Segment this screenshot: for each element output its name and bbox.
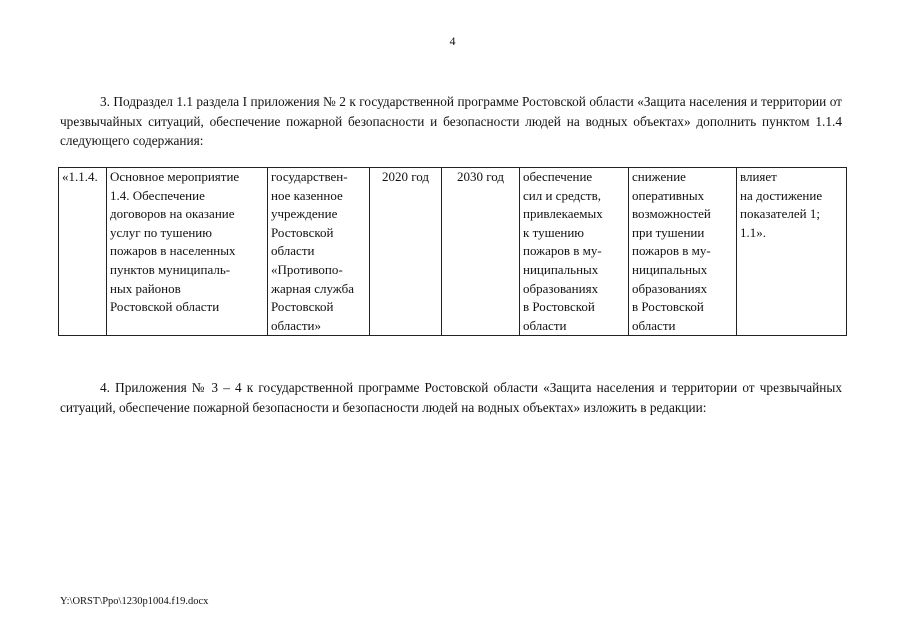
cell-number [59, 168, 107, 336]
cell-line: государствен- [271, 169, 348, 184]
paragraph-4: 4. Приложения № 3 – 4 к государственной программе Ростовской области «Защита населения и территории от чрезвычайных ситуаций, обеспечение пожарной безопасности и безопасности людей на водных объектах» изложить в редакции: [60, 380, 842, 415]
start-year: 2020 год [382, 169, 429, 184]
cell-line: в Ростовской [523, 299, 595, 315]
cell-end-year [442, 168, 520, 336]
cell-line: снижение [632, 169, 686, 184]
cell-line: области [271, 243, 315, 259]
cell-line: жарная служба [271, 280, 354, 296]
cell-measure [107, 168, 268, 336]
cell-line: 1.4. Обеспечение [110, 187, 205, 203]
end-year: 2030 год [457, 169, 504, 184]
measure-table [58, 167, 847, 336]
item-number: «1.1.4. [62, 169, 98, 184]
page-number: 4 [449, 34, 456, 48]
cell-line: Ростовской [271, 299, 334, 315]
cell-line: привлекаемых [523, 206, 603, 222]
consequence-text [632, 168, 733, 335]
cell-line: Ростовской области [110, 299, 220, 315]
cell-line: при тушении [632, 224, 705, 240]
cell-line: возможностей [632, 206, 711, 222]
cell-line: «Противопо- [271, 261, 343, 277]
cell-line: пожаров в населенных [110, 243, 236, 259]
cell-line: области» [271, 317, 321, 333]
cell-start-year [370, 168, 442, 336]
file-path-footer: Y:\ORST\Ppo\1230p1004.f19.docx [60, 596, 209, 607]
cell-line: влияет [740, 169, 777, 184]
cell-line: к тушению [523, 224, 584, 240]
cell-line: Ростовской [271, 224, 334, 240]
cell-line: на достижение [740, 187, 823, 203]
cell-line: образованиях [523, 280, 599, 296]
cell-line: договоров на оказание [110, 206, 235, 222]
cell-line: пожаров в му- [523, 243, 602, 259]
cell-line: образованиях [632, 280, 708, 296]
paragraph-3: 3. Подраздел 1.1 раздела I приложения № 2 к государственной программе Ростовской области «Защита населения и территории от чрезвычайных ситуаций, обеспечение пожарной безопасности и безопасности людей на водных объектах» дополнить пунктом 1.1.4 следующего содержания: [60, 94, 842, 148]
cell-line: Основное мероприятие [110, 169, 240, 184]
table-row [59, 168, 847, 336]
cell-line: обеспечение [523, 169, 593, 184]
cell-line: ных районов [110, 280, 181, 296]
cell-line: пожаров в му- [632, 243, 711, 259]
result-text [523, 168, 625, 335]
cell-line: оперативных [632, 187, 705, 203]
cell-line: пунктов муниципаль- [110, 261, 231, 277]
cell-line: в Ростовской [632, 299, 704, 315]
cell-executor [268, 168, 370, 336]
cell-line: услуг по тушению [110, 224, 212, 240]
executor-text [271, 168, 366, 335]
cell-line: ное казенное [271, 187, 343, 203]
impact-text [740, 168, 843, 242]
cell-line: сил и средств, [523, 187, 601, 203]
cell-consequence [629, 168, 737, 336]
cell-line: области [523, 317, 567, 333]
cell-impact [737, 168, 847, 336]
cell-line: учреждение [271, 206, 338, 222]
cell-line: области [632, 317, 676, 333]
cell-line: ниципальных [523, 261, 599, 277]
measure-text [110, 168, 264, 317]
cell-line: показателей 1; [740, 206, 820, 222]
cell-line: ниципальных [632, 261, 708, 277]
cell-line: 1.1». [740, 224, 766, 240]
cell-result [520, 168, 629, 336]
